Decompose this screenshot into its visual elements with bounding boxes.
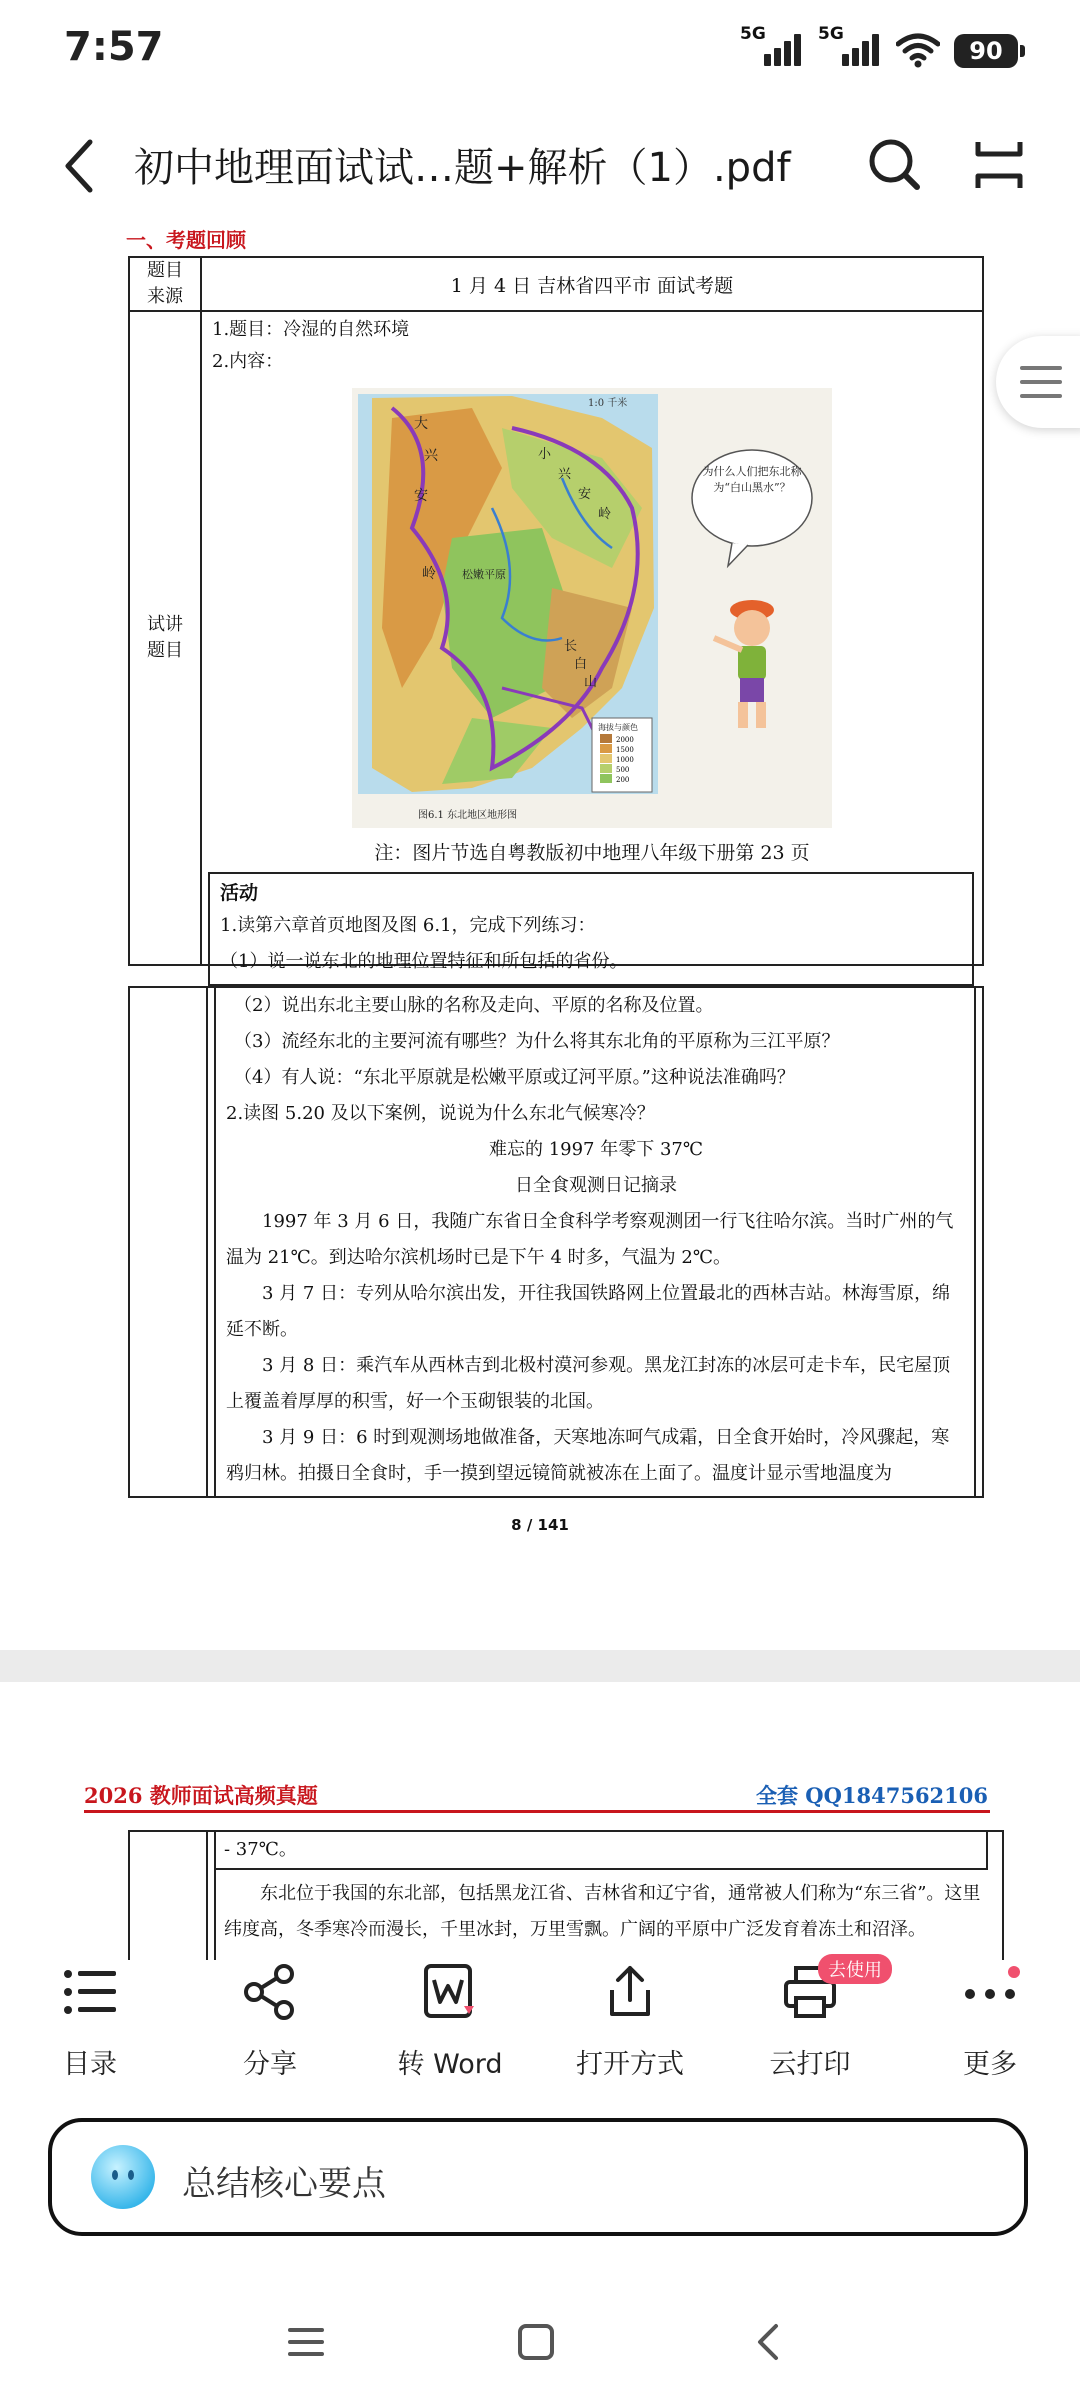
svg-text:长: 长	[564, 639, 578, 654]
app-header	[0, 110, 1080, 220]
more-icon	[958, 1960, 1022, 2024]
question-table	[128, 256, 984, 972]
northeast-terrain-map	[352, 388, 832, 828]
svg-text:松嫩平原: 松嫩平原	[462, 568, 506, 581]
battery-indicator: 90	[954, 34, 1018, 68]
page-divider	[0, 1650, 1080, 1682]
svg-text:海拔与颜色: 海拔与颜色	[598, 723, 638, 732]
page-header-right: 全套 QQ1847562106	[755, 1783, 988, 1808]
topic-label: 试讲 题目	[129, 311, 201, 965]
ai-assistant-icon	[88, 2142, 158, 2212]
clock: 7:57	[64, 24, 164, 70]
topic-content	[201, 311, 983, 972]
topic-line: 1.题目：冷湿的自然环境	[212, 319, 410, 340]
source-label: 题目 来源	[129, 257, 201, 311]
status-icons	[740, 24, 1018, 68]
svg-text:山: 山	[584, 675, 598, 690]
svg-text:500: 500	[616, 766, 630, 774]
toolbar-cloud-print-button[interactable]: 云打印 去使用	[750, 1960, 870, 2081]
menu-icon	[1018, 362, 1064, 402]
section-heading: 一、考题回顾	[126, 228, 246, 252]
back-nav-icon[interactable]	[748, 2322, 788, 2362]
floating-menu-button[interactable]	[996, 336, 1080, 428]
share-icon	[238, 1960, 302, 2024]
question-lines: （2）说出东北主要山脉的名称及走向、平原的名称及位置。 （3）流经东北的主要河流有哪些？为什么将其东北角的平原称为三江平原？ （4）有人说：“东北平原就是松嫩平原或辽河平原。”这种说法准确吗？ 2.读图 5.20 及以下案例，说说为什么东北气候寒冷？ 难忘的 1997 年零下 37℃ 日全食观测日记摘录 1997 年 3 月 6 日，我随广东省日全食科学考察观测团一行飞往哈尔滨。当时广州的气温为 21℃。到达哈尔滨机场时已是下午 4 时多，气温为 2℃。 3 月 7 日：专列从哈尔滨出发，开往我国铁路网上位置最北的西林吉站。林海雪原，绵延不断。 3 月 8 日：乘汽车从西林吉到北极村漠河参观。黑龙江封冻的冰层可走卡车，民宅屋顶上覆盖着厚厚的积雪，好一个玉砌银装的北国。 3 月 9 日：6 时到观测场地做准备，天寒地冻呵气成霜，日全食开始时，冷风骤起，寒鸦归林。拍摄日全食时，手一摸到望远镜简就被冻在上面了。温度计显示雪地温度为	[226, 988, 966, 1492]
map-legend	[592, 718, 652, 792]
page-number: 8 / 141	[511, 1516, 569, 1534]
home-icon[interactable]	[516, 2322, 556, 2362]
open-with-icon	[598, 1960, 662, 2024]
toolbar-more-button[interactable]: 更多	[930, 1960, 1050, 2081]
svg-text:岭: 岭	[422, 566, 436, 582]
cartoon-figure: 为什么人们把东北称为“白山黑水”？	[692, 450, 812, 728]
svg-text:2000: 2000	[616, 736, 634, 744]
svg-text:1000: 1000	[616, 756, 634, 764]
signal-icon: 5G	[818, 28, 882, 68]
toolbar-share-button[interactable]: 分享	[210, 1960, 330, 2081]
promo-badge: 去使用	[818, 1954, 892, 1984]
pdf-page	[0, 1682, 1080, 1960]
continuation-table	[128, 986, 984, 1498]
svg-text:1:0 千米: 1:0 千米	[588, 398, 628, 409]
svg-text:200: 200	[616, 776, 630, 784]
svg-text:兴: 兴	[424, 448, 438, 464]
svg-text:安: 安	[414, 488, 428, 504]
toolbar-toc-button[interactable]: 目录	[30, 1960, 150, 2081]
word-convert-icon	[418, 1960, 482, 2024]
story-subtitle: 日全食观测日记摘录	[515, 1175, 677, 1196]
expand-icon[interactable]	[972, 138, 1026, 192]
svg-text:兴: 兴	[558, 467, 572, 482]
activity-title: 活动	[220, 882, 259, 904]
list-icon	[58, 1960, 122, 2024]
svg-text:岭: 岭	[598, 507, 612, 522]
activity-line: （1）说一说东北的地理位置特征和所包括的省份。	[220, 951, 628, 972]
svg-text:图6.1 东北地区地形图: 图6.1 东北地区地形图	[418, 810, 518, 821]
activity-line: 1.读第六章首页地图及图 6.1，完成下列练习：	[220, 915, 596, 936]
signal-icon: 5G	[740, 28, 804, 68]
activity-box	[208, 872, 974, 986]
toolbar-open-with-button[interactable]: 打开方式	[570, 1960, 690, 2081]
page-header-left: 2026 教师面试高频真题	[84, 1783, 318, 1808]
ai-summary-label: 总结核心要点	[182, 2164, 386, 2204]
story-title: 难忘的 1997 年零下 37℃	[488, 1139, 703, 1160]
back-icon[interactable]	[56, 136, 102, 196]
wifi-icon	[896, 32, 940, 68]
status-bar	[0, 0, 1080, 100]
toolbar-word-button[interactable]: 转 Word	[390, 1960, 510, 2081]
source-value: 1 月 4 日 吉林省四平市 面试考题	[201, 257, 983, 311]
figure-note: 注：图片节选自粤教版初中地理八年级下册第 23 页	[374, 842, 810, 864]
content-label: 2.内容：	[212, 351, 284, 372]
recent-apps-icon[interactable]	[286, 2324, 326, 2360]
bottom-toolbar	[0, 1960, 1080, 2090]
pdf-page	[0, 220, 1080, 1540]
svg-text:1500: 1500	[616, 746, 634, 754]
ai-summary-button[interactable]	[48, 2118, 1028, 2236]
svg-text:白: 白	[574, 657, 588, 672]
system-nav-bar	[0, 2280, 1080, 2401]
svg-text:小: 小	[538, 447, 552, 462]
search-icon[interactable]	[866, 136, 922, 192]
svg-text:安: 安	[578, 487, 592, 502]
document-title: 初中地理面试试…题+解析（1）.pdf	[134, 145, 791, 191]
svg-text:大: 大	[414, 416, 428, 432]
continuation-table: - 37℃。 东北位于我国的东北部，包括黑龙江省、吉林省和辽宁省，通常被人们称为“东三省”。这里纬度高，冬季寒冷而漫长，千里冰封，万里雪飘。广阔的平原中广泛发育着冻土和沼泽。	[128, 1830, 1004, 1960]
